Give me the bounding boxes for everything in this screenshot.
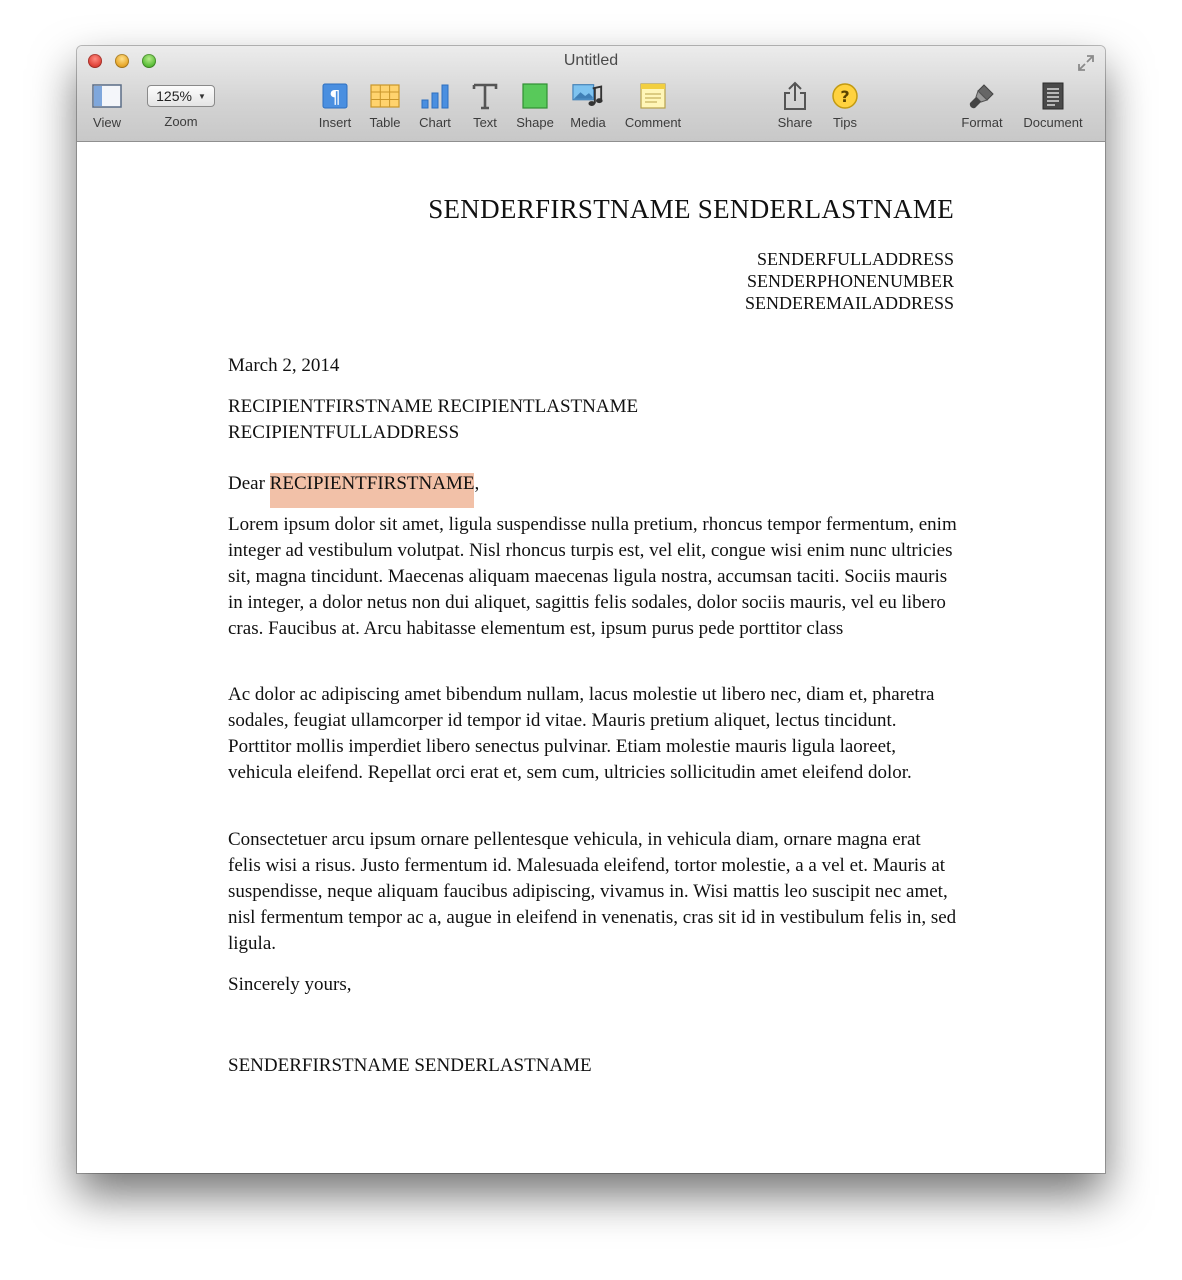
comment-label: Comment bbox=[624, 115, 682, 130]
format-button[interactable] bbox=[957, 80, 1007, 136]
question-icon bbox=[829, 80, 861, 112]
media-button[interactable] bbox=[567, 80, 609, 136]
pages-window bbox=[77, 46, 1105, 1173]
zoom-label: Zoom bbox=[164, 114, 198, 129]
chart-button[interactable] bbox=[415, 80, 455, 136]
salutation[interactable] bbox=[228, 471, 958, 497]
comment-button[interactable] bbox=[620, 80, 686, 136]
tips-label: Tips bbox=[832, 115, 858, 130]
sender-info-block[interactable] bbox=[745, 248, 954, 314]
view-icon bbox=[91, 80, 123, 112]
zoom-select[interactable] bbox=[147, 85, 215, 107]
shape-label: Shape bbox=[516, 115, 554, 130]
document-button[interactable] bbox=[1019, 80, 1087, 136]
sender-email[interactable]: SENDEREMAILADDRESS bbox=[744, 293, 954, 313]
shape-icon bbox=[519, 80, 551, 112]
letter-date[interactable]: March 2, 2014 bbox=[228, 355, 340, 376]
format-label: Format bbox=[961, 115, 1003, 130]
share-button[interactable] bbox=[775, 80, 815, 136]
signature-name[interactable]: SENDERFIRSTNAME SENDERLASTNAME bbox=[228, 1055, 592, 1076]
table-button[interactable] bbox=[365, 80, 405, 136]
chevron-down-icon: ▼ bbox=[197, 91, 206, 101]
comment-icon bbox=[637, 80, 669, 112]
insert-button[interactable] bbox=[315, 80, 355, 136]
sender-phone[interactable]: SENDERPHONENUMBER bbox=[746, 271, 954, 291]
bar-chart-icon bbox=[419, 80, 451, 112]
toolbar bbox=[77, 46, 1105, 142]
insert-label: Insert bbox=[318, 115, 352, 130]
recipient-block[interactable] bbox=[228, 394, 958, 446]
table-label: Table bbox=[369, 115, 401, 130]
closing[interactable]: Sincerely yours, bbox=[228, 974, 352, 995]
recipient-name[interactable]: RECIPIENTFIRSTNAME RECIPIENTLASTNAME bbox=[228, 396, 639, 417]
recipient-address[interactable]: RECIPIENTFULLADDRESS bbox=[228, 422, 460, 443]
view-label: View bbox=[93, 115, 121, 130]
zoom-value: 125% bbox=[156, 88, 192, 104]
chart-label: Chart bbox=[419, 115, 451, 130]
shape-button[interactable] bbox=[515, 80, 555, 136]
body-paragraph-2[interactable]: Ac dolor ac adipiscing amet bibendum nullam, lacus molestie ut libero nec, diam et, pharetra sodales, feugiat ullamcorper id tempor id vitae. Mauris pretium aliquet, lectus tincidunt. Porttitor mollis imperdiet libero senectus pulvinar. Etiam molestie mauris ligula laoreet, vehicula eleifend. Repellat orci erat et, sem cum, ultricies sollicitudin amet eleifend dolor. bbox=[228, 684, 935, 783]
media-label: Media bbox=[570, 115, 606, 130]
salutation-suffix: , bbox=[474, 473, 480, 494]
body-paragraph-1[interactable]: Lorem ipsum dolor sit amet, ligula suspendisse nulla pretium, rhoncus tempor fermentum, enim integer ad vestibulum volutpat. Nisl rhoncus turpis est, vel elit, congue wisi enim nunc ultricies sit, magna tincidunt. Maecenas aliquam maecenas ligula nostra, accumsan taciti. Sociis mauris in integer, a dolor netus non dui aliquet, sagittis felis sodales, dolor sociis mauris, vel eu libero cras. Faucibus at. Arcu habitasse elementum est, ipsum purus pede porttitor class bbox=[228, 514, 957, 639]
window-title: Untitled bbox=[563, 52, 619, 69]
zoom-control[interactable] bbox=[145, 80, 217, 136]
paintbrush-icon bbox=[966, 80, 998, 112]
share-label: Share bbox=[777, 115, 813, 130]
tips-button[interactable] bbox=[825, 80, 865, 136]
salutation-prefix: Dear bbox=[228, 473, 270, 494]
fullscreen-icon[interactable] bbox=[1077, 54, 1095, 72]
media-icon bbox=[572, 80, 604, 112]
view-button[interactable] bbox=[91, 80, 123, 136]
body-paragraph-3[interactable]: Consectetuer arcu ipsum ornare pellentesque vehicula, in vehicula diam, ornare magna erat felis wisi a risus. Justo fermentum id. Malesuada eleifend, tortor molestie, a a vel et. Mauris at suspendisse, neque aliquam faucibus adipiscing, vivamus in. Wisi mattis leo suscipit nec amet, nisl fermentum tempor ac a, augue in eleifend in venenatis, cras sit id in vestibulum felis in, sed ligula. bbox=[228, 829, 957, 954]
text-button[interactable] bbox=[465, 80, 505, 136]
text-label: Text bbox=[473, 115, 497, 130]
document-icon bbox=[1037, 80, 1069, 112]
document-page[interactable] bbox=[77, 142, 1105, 1173]
sender-name-heading[interactable]: SENDERFIRSTNAME SENDERLASTNAME bbox=[428, 194, 954, 224]
text-icon bbox=[469, 80, 501, 112]
paragraph-icon bbox=[319, 80, 351, 112]
table-icon bbox=[369, 80, 401, 112]
svg-text:?: ? bbox=[840, 87, 850, 106]
document-label: Document bbox=[1023, 115, 1083, 130]
share-icon bbox=[779, 80, 811, 112]
svg-text:¶: ¶ bbox=[329, 87, 341, 108]
selected-placeholder-recipient-firstname[interactable]: RECIPIENTFIRSTNAME bbox=[270, 473, 475, 508]
sender-address[interactable]: SENDERFULLADDRESS bbox=[756, 249, 954, 269]
